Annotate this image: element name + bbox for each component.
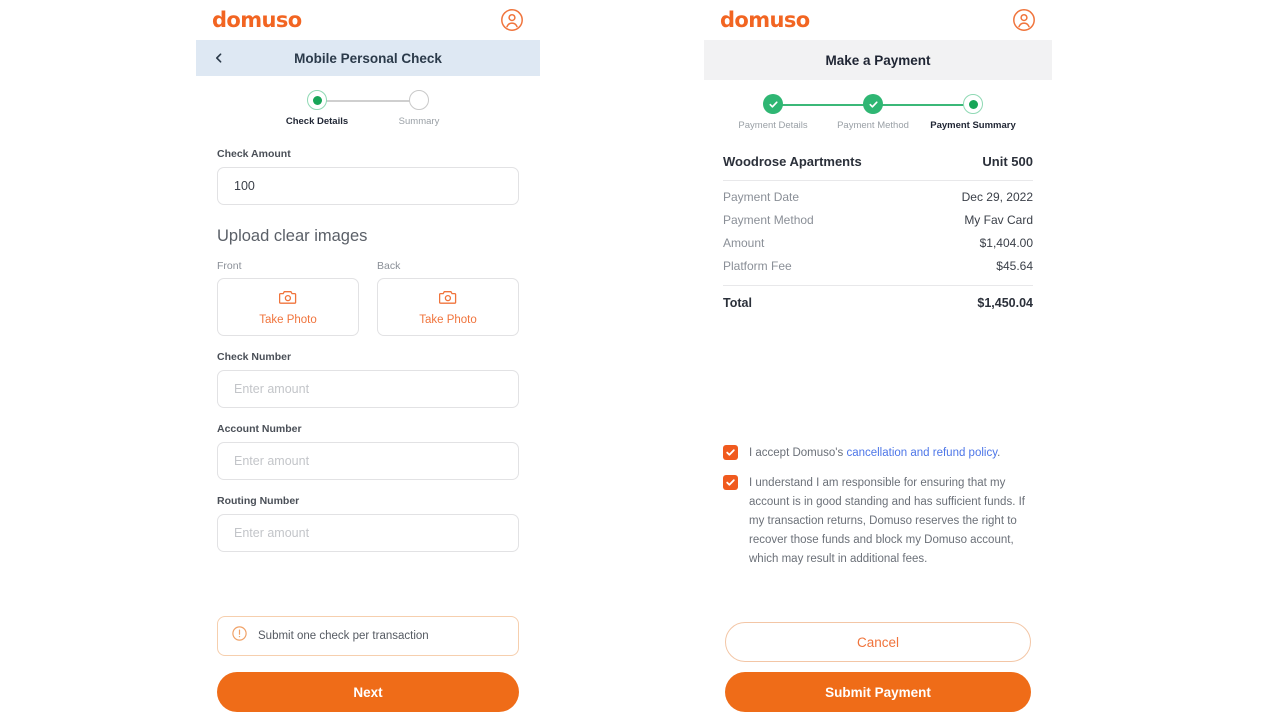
exclamation-circle-icon xyxy=(232,626,247,646)
consent-row-policy xyxy=(723,444,1033,463)
step-dot-complete xyxy=(863,94,883,114)
consent-section xyxy=(704,444,1052,580)
payment-summary-table xyxy=(704,138,1052,310)
step-label-summary: Summary xyxy=(398,116,440,127)
step-dot-pending xyxy=(409,90,429,110)
submit-payment-button[interactable]: Submit Payment xyxy=(725,672,1031,712)
summary-row xyxy=(723,204,1033,227)
next-button[interactable]: Next xyxy=(217,672,519,712)
right-stepper-track xyxy=(704,94,1052,116)
page-title: Mobile Personal Check xyxy=(294,50,442,66)
take-photo-back-button[interactable] xyxy=(377,278,519,336)
step-label-payment-method: Payment Method xyxy=(837,120,909,131)
property-name: Woodrose Apartments xyxy=(723,154,862,169)
camera-icon xyxy=(439,289,457,310)
make-a-payment-title-band xyxy=(704,40,1052,80)
camera-icon xyxy=(279,289,297,310)
take-photo-front-label: Take Photo xyxy=(259,313,317,326)
single-check-notice-text: Submit one check per transaction xyxy=(258,630,429,642)
step-label-check-details: Check Details xyxy=(285,116,349,127)
right-stepper xyxy=(704,80,1052,138)
property-header-row xyxy=(723,154,1033,181)
routing-number-label: Routing Number xyxy=(217,495,300,507)
summary-row-value: My Fav Card xyxy=(964,213,1033,227)
account-number-input[interactable]: Enter amount xyxy=(217,442,519,480)
summary-row xyxy=(723,181,1033,204)
routing-number-input[interactable]: Enter amount xyxy=(217,514,519,552)
summary-total-value: $1,450.04 xyxy=(977,296,1033,310)
upload-front-label: Front xyxy=(217,260,242,272)
consent-row-responsibility xyxy=(723,474,1033,569)
summary-row-key: Platform Fee xyxy=(723,259,792,273)
consent-checkbox-responsibility[interactable] xyxy=(723,475,738,490)
account-number-label: Account Number xyxy=(217,423,302,435)
summary-row-key: Payment Method xyxy=(723,213,814,227)
user-circle-icon[interactable] xyxy=(500,8,524,32)
summary-row-key: Payment Date xyxy=(723,190,800,204)
check-number-input[interactable]: Enter amount xyxy=(217,370,519,408)
summary-row-value: $45.64 xyxy=(996,259,1033,273)
step-node-summary[interactable] xyxy=(409,90,429,110)
consent-text-policy xyxy=(749,444,1000,463)
step-dot-active xyxy=(963,94,983,114)
left-stepper xyxy=(196,76,540,134)
check-amount-input[interactable]: 100 xyxy=(217,167,519,205)
step-dot-active xyxy=(307,90,327,110)
mobile-personal-check-screen xyxy=(196,0,540,720)
domuso-logo: domuso xyxy=(212,8,302,32)
domuso-logo: domuso xyxy=(720,8,810,32)
check-number-group xyxy=(217,351,519,408)
routing-number-group xyxy=(217,495,519,552)
check-details-form xyxy=(196,134,540,552)
left-bottom-actions xyxy=(196,596,540,712)
left-stepper-track xyxy=(196,90,540,112)
summary-row-key: Amount xyxy=(723,236,765,250)
account-number-group xyxy=(217,423,519,480)
summary-row-value: Dec 29, 2022 xyxy=(961,190,1033,204)
step-node-payment-summary[interactable] xyxy=(963,94,983,114)
right-bottom-actions xyxy=(704,622,1052,712)
summary-row-value: $1,404.00 xyxy=(979,236,1033,250)
cancel-button[interactable]: Cancel xyxy=(725,622,1031,662)
consent-text-prefix: I accept Domuso's xyxy=(749,447,847,459)
take-photo-back-label: Take Photo xyxy=(419,313,477,326)
left-stepper-labels xyxy=(196,116,540,134)
payment-summary-screen xyxy=(704,0,1052,720)
consent-text-suffix: . xyxy=(997,447,1001,459)
step-label-payment-details: Payment Details xyxy=(738,120,808,131)
step-node-payment-details[interactable] xyxy=(763,94,783,114)
page-title: Make a Payment xyxy=(825,52,931,68)
summary-row xyxy=(723,227,1033,250)
right-stepper-labels xyxy=(704,120,1052,138)
step-node-payment-method[interactable] xyxy=(863,94,883,114)
screen-titlebar xyxy=(196,40,540,76)
step-dot-complete xyxy=(763,94,783,114)
upload-heading: Upload clear images xyxy=(217,227,368,245)
user-circle-icon[interactable] xyxy=(1012,8,1036,32)
property-unit: Unit 500 xyxy=(982,154,1033,169)
single-check-notice xyxy=(217,616,519,656)
summary-row xyxy=(723,250,1033,273)
stepper-connector xyxy=(317,100,419,102)
consent-checkbox-policy[interactable] xyxy=(723,445,738,460)
right-brand-bar xyxy=(704,0,1052,40)
upload-back-label: Back xyxy=(377,260,401,272)
upload-back-col xyxy=(377,260,519,336)
cancellation-refund-policy-link[interactable]: cancellation and refund policy xyxy=(846,447,998,459)
check-amount-group xyxy=(217,148,519,205)
take-photo-front-button[interactable] xyxy=(217,278,359,336)
summary-total-row xyxy=(723,286,1033,310)
upload-row xyxy=(217,260,519,336)
step-label-payment-summary: Payment Summary xyxy=(930,120,1016,131)
summary-total-key: Total xyxy=(723,296,752,310)
upload-front-col xyxy=(217,260,359,336)
left-brand-bar xyxy=(196,0,540,40)
check-number-label: Check Number xyxy=(217,351,292,363)
chevron-left-icon[interactable] xyxy=(214,53,224,63)
consent-text-responsibility: I understand I am responsible for ensuring that my account is in good standing and has sufficient funds. If my transaction returns, Domuso reserves the right to recover those funds and block my Domuso account, which may result in additional fees. xyxy=(749,477,1025,565)
step-node-check-details[interactable] xyxy=(307,90,327,110)
check-amount-label: Check Amount xyxy=(217,148,291,160)
